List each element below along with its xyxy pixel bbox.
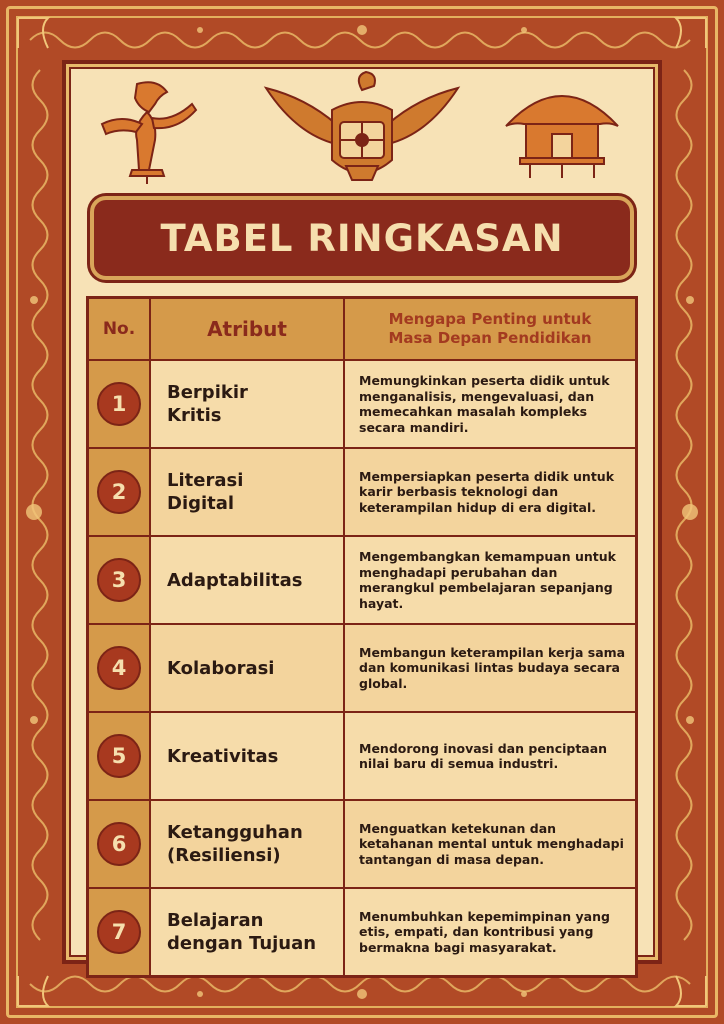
why-important-cell: Mendorong inovasi dan penciptaan nilai baru di semua industri. [344,712,637,800]
row-number-cell [88,360,151,448]
attribute-cell [150,624,344,712]
number-badge: 7 [97,910,141,954]
attribute-name: Literasi Digital [167,470,244,514]
attribute-cell [150,888,344,977]
garuda-emblem-icon [262,70,462,186]
table-header-row [88,298,637,361]
why-important-cell: Mempersiapkan peserta didik untuk karir berbasis teknologi dan keterampilan hidup di era digital. [344,448,637,536]
traditional-house-icon [500,74,624,182]
attribute-name: Ketangguhan (Resiliensi) [167,822,303,866]
number-badge: 4 [97,646,141,690]
table-row [88,360,637,448]
row-number-cell [88,712,151,800]
attribute-name: Berpikir Kritis [167,382,248,426]
why-important-cell: Membangun keterampilan kerja sama dan komunikasi lintas budaya secara global. [344,624,637,712]
number-badge: 2 [97,470,141,514]
table-row [88,712,637,800]
why-important-cell: Menguatkan ketekunan dan ketahanan mental untuk menghadapi tantangan di masa depan. [344,800,637,888]
attribute-name: Kreativitas [167,745,279,767]
number-badge: 1 [97,382,141,426]
attribute-cell [150,712,344,800]
attribute-cell [150,448,344,536]
why-important-cell: Menumbuhkan kepemimpinan yang etis, empati, dan kontribusi yang bermakna bagi masyarakat. [344,888,637,977]
number-badge: 5 [97,734,141,778]
attribute-name: Adaptabilitas [167,569,303,591]
header-why-important [344,298,637,361]
number-badge: 3 [97,558,141,602]
table-row [88,536,637,624]
wayang-puppet-icon [92,74,202,184]
row-number-cell [88,448,151,536]
attribute-cell [150,360,344,448]
why-important-cell: Mengembangkan kemampuan untuk menghadapi perubahan dan merangkul pembelajaran sepanjang hayat. [344,536,637,624]
number-badge: 6 [97,822,141,866]
row-number-cell [88,536,151,624]
table-row [88,888,637,977]
why-important-cell: Memungkinkan peserta didik untuk menganalisis, mengevaluasi, dan memecahkan masalah kompleks secara mandiri. [344,360,637,448]
row-number-cell [88,624,151,712]
table-row [88,624,637,712]
attribute-cell [150,536,344,624]
row-number-cell [88,800,151,888]
summary-table [86,296,638,978]
page-title: TABEL RINGKASAN [160,216,564,260]
table-row [88,800,637,888]
title-banner [90,196,634,280]
attribute-cell [150,800,344,888]
header-no: No. [88,298,151,361]
header-attribute: Atribut [150,298,344,361]
header-why-text: Mengapa Penting untuk Masa Depan Pendidikan [388,310,592,347]
row-number-cell [88,888,151,977]
table-row [88,448,637,536]
attribute-name: Kolaborasi [167,657,275,679]
attribute-name: Belajaran dengan Tujuan [167,910,317,954]
